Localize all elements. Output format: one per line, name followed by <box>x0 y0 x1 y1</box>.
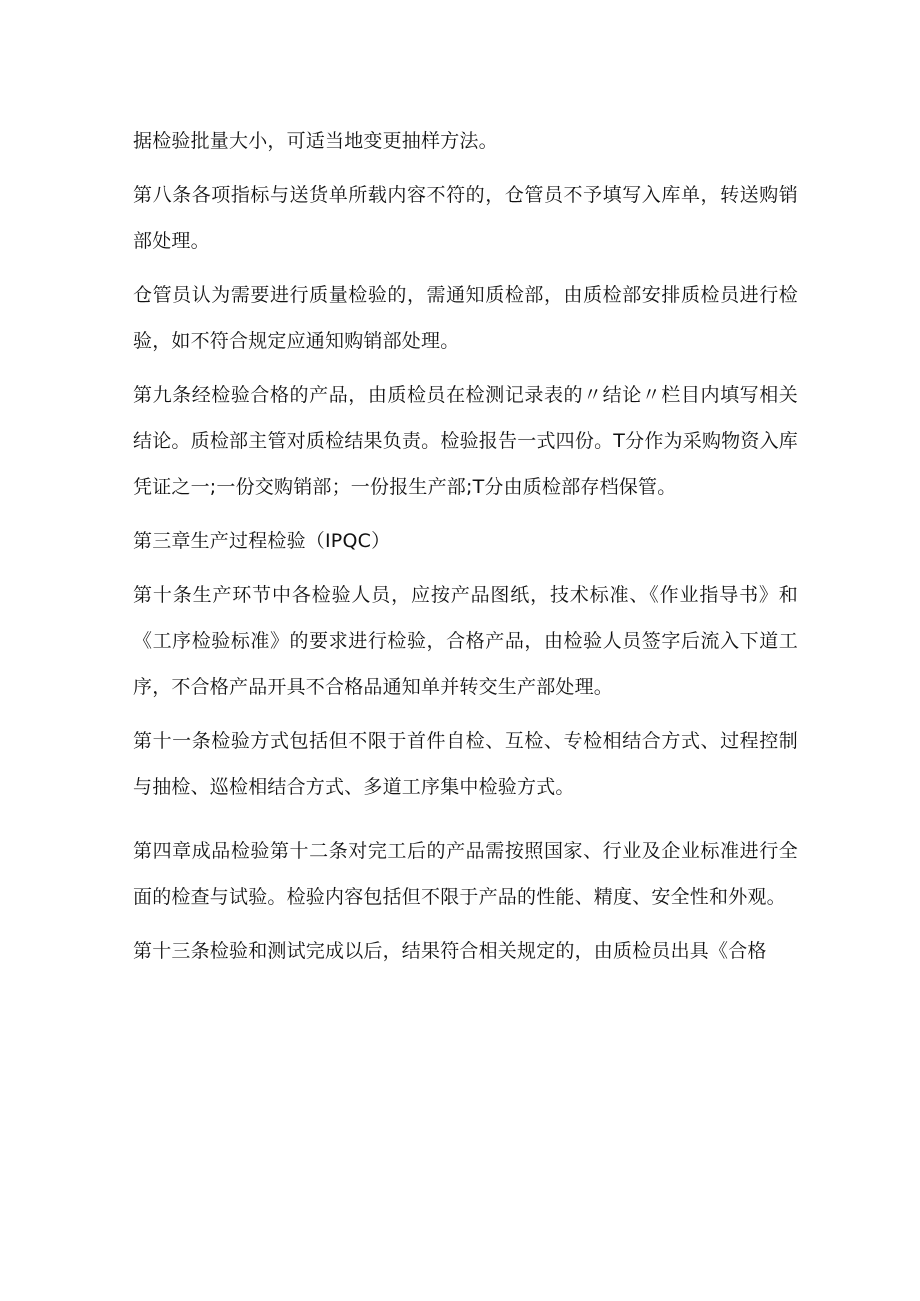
chapter-3-heading: 第三章生产过程检验（IPQC） <box>133 530 391 552</box>
paragraph-chapter-4-article-12: 第四章成品检验第十二条对完工后的产品需按照国家、行业及企业标准进行全面的检查与试验。检验内容包括但不限于产品的性能、精度、安全性和外观。 <box>133 840 798 908</box>
paragraph-article-11: 第十一条检验方式包括但不限于首件自检、互检、专检相结合方式、过程控制与抽检、巡检相结合方式、多道工序集中检验方式。 <box>133 730 798 798</box>
paragraph-article-8: 第八条各项指标与送货单所载内容不符的，仓管员不予填写入库单，转送购销部处理。 <box>133 184 798 252</box>
document-body <box>133 118 798 974</box>
paragraph-article-9: 第九条经检验合格的产品，由质检员在检测记录表的〃结论〃栏目内填写相关结论。质检部主管对质检结果负责。检验报告一式四份。T分作为采购物资入库凭证之一;一份交购销部；一份报生产部;T分由质检部存档保管。 <box>133 384 798 498</box>
paragraph-article-10: 第十条生产环节中各检验人员，应按产品图纸，技术标准、《作业指导书》和《工序检验标准》的要求进行检验，合格产品，由检验人员签字后流入下道工序，不合格产品开具不合格品通知单并转交生产部处理。 <box>133 584 798 698</box>
paragraph-article-13: 第十三条检验和测试完成以后，结果符合相关规定的，由质检员出具《合格 <box>133 940 767 962</box>
paragraph-warehouse-inspection: 仓管员认为需要进行质量检验的，需通知质检部，由质检部安排质检员进行检验，如不符合规定应通知购销部处理。 <box>133 284 798 352</box>
paragraph-sampling-method: 据检验批量大小，可适当地变更抽样方法。 <box>133 130 498 152</box>
